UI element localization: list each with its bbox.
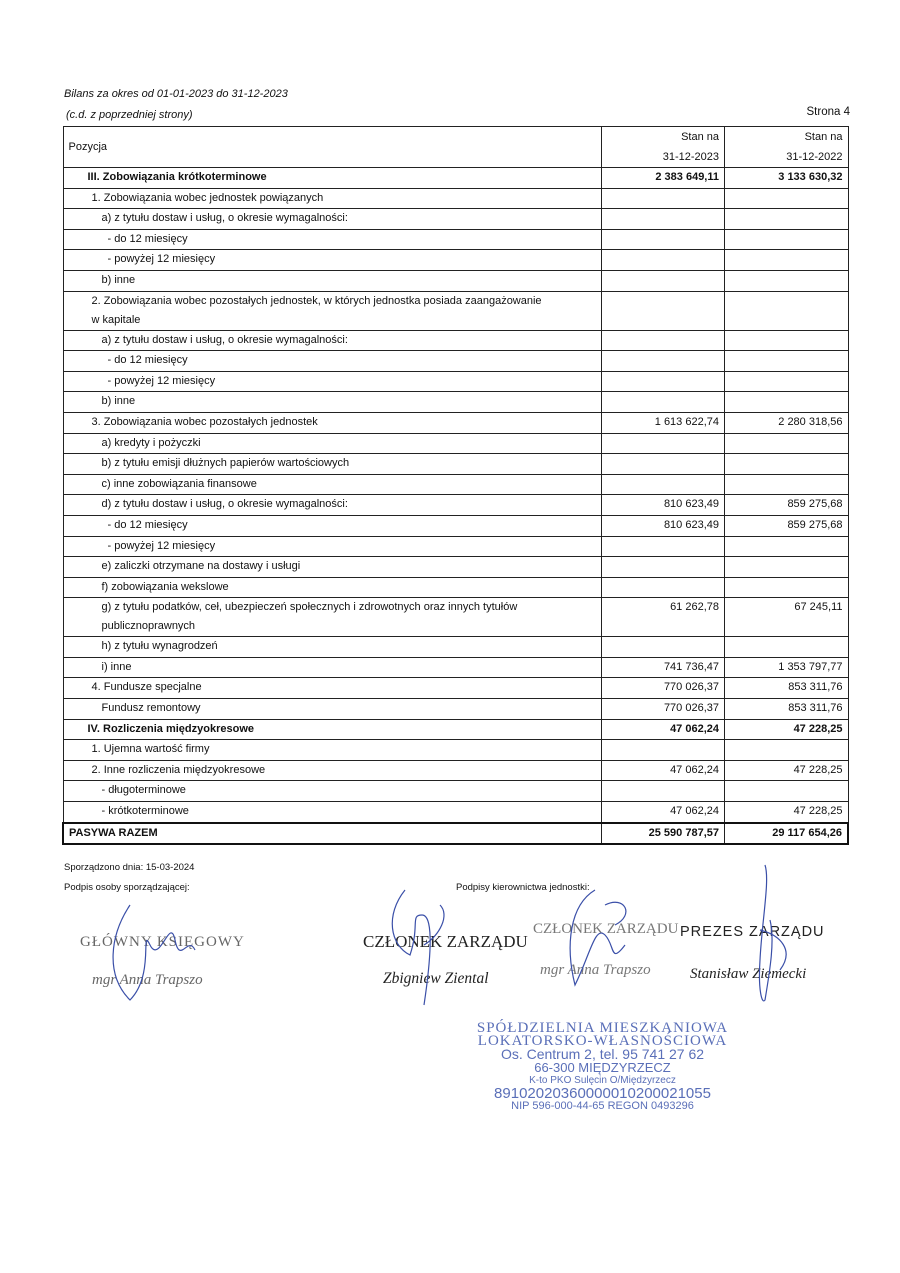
- value-2023: [602, 229, 725, 250]
- row-label-text: a) z tytułu dostaw i usług, o okresie wymagalności:: [101, 212, 348, 225]
- value-2022: 853 311,76: [725, 699, 849, 720]
- value-2022: [725, 371, 849, 392]
- value-2022: [725, 433, 849, 454]
- row-label: [63, 229, 602, 250]
- value-2022: 1 353 797,77: [725, 657, 849, 678]
- row-label: [63, 291, 602, 330]
- row-label-text: - powyżej 12 miesięcy: [107, 374, 216, 387]
- value-2023: [602, 474, 725, 495]
- row-label: [63, 250, 602, 271]
- row-label: [63, 657, 602, 678]
- table-row: [63, 781, 848, 802]
- row-label-text: 3. Zobowiązania wobec pozostałych jednostek: [91, 415, 318, 428]
- value-2023: [602, 371, 725, 392]
- value-2023: [602, 433, 725, 454]
- row-label: [63, 719, 602, 740]
- value-2022: [725, 454, 849, 475]
- value-2022: [725, 637, 849, 658]
- table-row: [63, 577, 848, 598]
- value-2023: [602, 270, 725, 291]
- value-2023: [602, 392, 725, 413]
- table-row: [63, 168, 848, 189]
- value-2022: [725, 392, 849, 413]
- table-row: [63, 823, 848, 845]
- table-row: [63, 392, 848, 413]
- value-2023: [602, 577, 725, 598]
- value-2023: [602, 781, 725, 802]
- value-2022: 67 245,11: [725, 598, 849, 637]
- value-2022: 3 133 630,32: [725, 168, 849, 189]
- report-title: Bilans za okres od 01-01-2023 do 31-12-2023: [64, 88, 288, 100]
- stamp-line-5: K-to PKO Sulęcin O/Międzyrzecz: [529, 1075, 676, 1086]
- row-label-text: b) z tytułu emisji dłużnych papierów wartościowych: [101, 457, 350, 470]
- value-2023: [602, 536, 725, 557]
- value-2023: 741 736,47: [602, 657, 725, 678]
- row-label: [63, 577, 602, 598]
- col-2023-header: [602, 127, 725, 168]
- row-label-text: i) inne: [101, 660, 132, 673]
- table-row: [63, 229, 848, 250]
- value-2022: 47 228,25: [725, 719, 849, 740]
- row-label: [63, 209, 602, 230]
- signature-scribble-1: [100, 895, 200, 1010]
- sig4-name: Stanisław Ziemecki: [690, 966, 807, 982]
- management-label: Podpisy kierownictwa jednostki:: [456, 882, 590, 893]
- value-2022: [725, 557, 849, 578]
- row-label: [63, 678, 602, 699]
- value-2022: 29 117 654,26: [725, 823, 849, 845]
- table-row: [63, 678, 848, 699]
- table-row: [63, 433, 848, 454]
- row-label: [63, 740, 602, 761]
- row-label: [63, 515, 602, 536]
- row-label: [63, 392, 602, 413]
- stamp-line-3: Os. Centrum 2, tel. 95 741 27 62: [500, 1046, 705, 1062]
- table-row: [63, 454, 848, 475]
- value-2022: [725, 209, 849, 230]
- row-label: [63, 781, 602, 802]
- row-label-text: a) z tytułu dostaw i usług, o okresie wymagalności:: [101, 333, 348, 346]
- company-stamp: [475, 1022, 730, 1113]
- value-2022: [725, 330, 849, 351]
- value-2023: 2 383 649,11: [602, 168, 725, 189]
- sig2-name: Zbigniew Ziental: [383, 970, 489, 987]
- value-2023: 25 590 787,57: [602, 823, 725, 845]
- row-label: [63, 823, 602, 845]
- row-label-text: b) inne: [101, 273, 136, 286]
- continued-note: (c.d. z poprzedniej strony): [66, 109, 193, 121]
- preparer-label: Podpis osoby sporządzającej:: [64, 882, 190, 893]
- row-label-text: Fundusz remontowy: [101, 702, 201, 715]
- value-2023: [602, 351, 725, 372]
- sig3-name: mgr Anna Trapszo: [540, 962, 651, 978]
- row-label: [63, 495, 602, 516]
- table-row: [63, 637, 848, 658]
- row-label-text: 2. Zobowiązania wobec pozostałych jednostek, w których jednostka posiada zaangażowanie: [91, 294, 542, 307]
- table-row: [63, 330, 848, 351]
- row-label: [63, 351, 602, 372]
- signature-scribble-3: [555, 885, 640, 1000]
- table-row: [63, 515, 848, 536]
- row-label-text: PASYWA RAZEM: [69, 826, 158, 839]
- row-label-text: e) zaliczki otrzymane na dostawy i usługi: [101, 560, 301, 573]
- table-row: [63, 351, 848, 372]
- value-2023: [602, 250, 725, 271]
- prepared-date: Sporządzono dnia: 15-03-2024: [64, 862, 195, 873]
- page-number: Strona 4: [806, 106, 850, 118]
- value-2023: 810 623,49: [602, 495, 725, 516]
- row-label-text: c) inne zobowiązania finansowe: [101, 477, 257, 490]
- table-row: [63, 719, 848, 740]
- row-label-text: - do 12 miesięcy: [107, 232, 188, 245]
- value-2022: [725, 351, 849, 372]
- table-row: [63, 536, 848, 557]
- value-2023: [602, 209, 725, 230]
- table-row: [63, 371, 848, 392]
- value-2022: [725, 229, 849, 250]
- value-2022: [725, 188, 849, 209]
- row-label-text: d) z tytułu dostaw i usług, o okresie wymagalności:: [101, 498, 348, 511]
- table-row: [63, 495, 848, 516]
- row-label-text-cont: publicznoprawnych: [101, 620, 196, 633]
- value-2023: 61 262,78: [602, 598, 725, 637]
- col-2022-header: [725, 127, 849, 168]
- value-2023: [602, 740, 725, 761]
- col-2023-line1: Stan na: [681, 131, 719, 143]
- sig1-title: GŁÓWNY KSIĘGOWY: [80, 934, 245, 950]
- value-2022: [725, 270, 849, 291]
- value-2022: [725, 474, 849, 495]
- col-2022-line2: 31-12-2022: [786, 151, 843, 163]
- sig1-name: mgr Anna Trapszo: [92, 972, 203, 988]
- table-row: [63, 557, 848, 578]
- row-label: [63, 371, 602, 392]
- row-label-text: 1. Zobowiązania wobec jednostek powiązanych: [91, 191, 324, 204]
- row-label-text: IV. Rozliczenia międzyokresowe: [87, 722, 254, 735]
- row-label-text: b) inne: [101, 395, 136, 408]
- stamp-line-7: NIP 596-000-44-65 REGON 0493296: [511, 1100, 694, 1112]
- row-label-text-cont: w kapitale: [91, 313, 141, 326]
- value-2023: [602, 188, 725, 209]
- row-label-text: - powyżej 12 miesięcy: [107, 253, 216, 266]
- value-2022: [725, 536, 849, 557]
- row-label-text: - długoterminowe: [101, 784, 186, 797]
- value-2022: 47 228,25: [725, 760, 849, 781]
- row-label: [63, 168, 602, 189]
- value-2023: 47 062,24: [602, 802, 725, 823]
- stamp-line-4: 66-300 MIĘDZYRZECZ: [534, 1060, 671, 1075]
- value-2022: 47 228,25: [725, 802, 849, 823]
- row-label-text: 2. Inne rozliczenia międzyokresowe: [91, 763, 266, 776]
- table-row: [63, 209, 848, 230]
- row-label-text: h) z tytułu wynagrodzeń: [101, 640, 218, 653]
- row-label-text: - do 12 miesięcy: [107, 354, 188, 367]
- row-label: [63, 330, 602, 351]
- row-label-text: III. Zobowiązania krótkoterminowe: [87, 171, 267, 183]
- value-2023: 1 613 622,74: [602, 412, 725, 433]
- stamp-line-6: 89102020360000010200021055: [494, 1085, 711, 1102]
- stamp-line-1: SPÓŁDZIELNIA MIESZKANIOWA: [476, 1020, 729, 1036]
- row-label: [63, 433, 602, 454]
- value-2022: 853 311,76: [725, 678, 849, 699]
- sig2-title: CZŁONEK ZARZĄDU: [363, 932, 528, 951]
- table-row: [63, 188, 848, 209]
- row-label-text: f) zobowiązania wekslowe: [101, 580, 229, 593]
- table-row: [63, 291, 848, 330]
- table-row: [63, 699, 848, 720]
- table-row: [63, 598, 848, 637]
- value-2023: 770 026,37: [602, 699, 725, 720]
- value-2022: [725, 577, 849, 598]
- value-2023: 810 623,49: [602, 515, 725, 536]
- row-label: [63, 760, 602, 781]
- value-2023: [602, 557, 725, 578]
- row-label-text: - krótkoterminowe: [101, 805, 189, 818]
- table-row: [63, 657, 848, 678]
- row-label-text: - do 12 miesięcy: [107, 518, 188, 531]
- table-row: [63, 412, 848, 433]
- table-row: [63, 270, 848, 291]
- sig3-title: CZŁONEK ZARZĄDU: [533, 921, 679, 937]
- table-row: [63, 760, 848, 781]
- stamp-line-2: LOKATORSKO-WŁASNOŚCIOWA: [477, 1033, 728, 1049]
- value-2023: [602, 637, 725, 658]
- table-row: [63, 250, 848, 271]
- value-2023: 47 062,24: [602, 719, 725, 740]
- col-position-header: Pozycja: [63, 127, 602, 168]
- table-row: [63, 802, 848, 823]
- row-label-text: a) kredyty i pożyczki: [101, 436, 201, 449]
- value-2023: [602, 291, 725, 330]
- col-2022-line1: Stan na: [804, 131, 843, 143]
- row-label: [63, 598, 602, 637]
- value-2023: 770 026,37: [602, 678, 725, 699]
- row-label: [63, 188, 602, 209]
- sig4-title: PREZES ZARZĄDU: [680, 924, 825, 940]
- value-2022: [725, 740, 849, 761]
- table-row: [63, 740, 848, 761]
- row-label: [63, 270, 602, 291]
- value-2022: 859 275,68: [725, 515, 849, 536]
- value-2023: 47 062,24: [602, 760, 725, 781]
- row-label: [63, 557, 602, 578]
- value-2022: 2 280 318,56: [725, 412, 849, 433]
- value-2023: [602, 330, 725, 351]
- row-label-text: 4. Fundusze specjalne: [91, 681, 202, 694]
- value-2023: [602, 454, 725, 475]
- value-2022: [725, 291, 849, 330]
- value-2022: [725, 250, 849, 271]
- row-label-text: 1. Ujemna wartość firmy: [91, 743, 210, 756]
- row-label-text: - powyżej 12 miesięcy: [107, 539, 216, 552]
- value-2022: [725, 781, 849, 802]
- balance-table: [62, 126, 849, 845]
- col-2023-line2: 31-12-2023: [662, 151, 719, 163]
- row-label: [63, 637, 602, 658]
- row-label: [63, 802, 602, 823]
- row-label: [63, 536, 602, 557]
- row-label: [63, 454, 602, 475]
- row-label-text: g) z tytułu podatków, ceł, ubezpieczeń społecznych i zdrowotnych oraz innych tytułów: [101, 601, 518, 614]
- row-label: [63, 412, 602, 433]
- table-row: [63, 474, 848, 495]
- value-2022: 859 275,68: [725, 495, 849, 516]
- table-header-row: [63, 127, 848, 168]
- row-label: [63, 699, 602, 720]
- row-label: [63, 474, 602, 495]
